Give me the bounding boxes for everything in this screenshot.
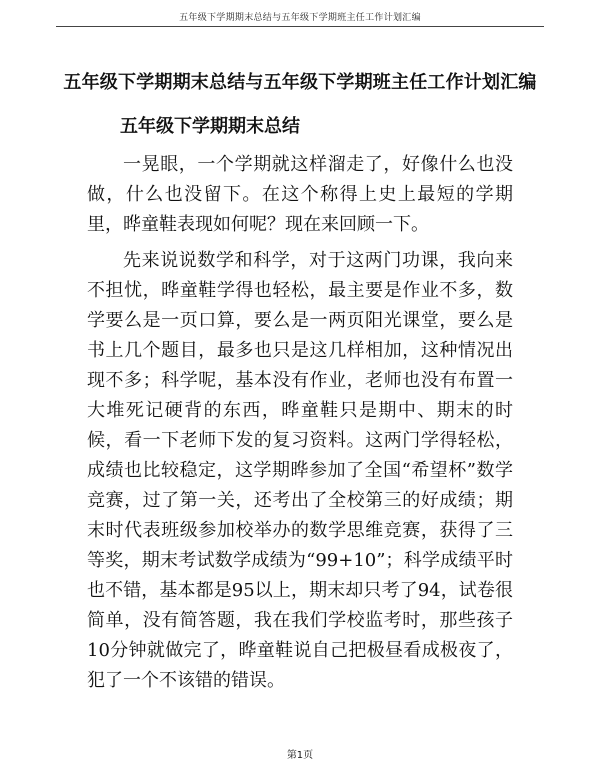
paragraph: 先来说说数学和科学，对于这两门功课，我向来不担忧，晔童鞋学得也轻松，最主要是作业不多，数学要么是一页口算，要么是一两页阳光课堂，要么是书上几个题目，最多也只是这几样相加，这种情况出现不多；科学呢，基本没有作业，老师也没有布置一大堆死记硬背的东西，晔童鞋只是期中、期末的时候，看一下老师下发的复习资料。这两门学得轻松，成绩也比较稳定，这学期晔参加了全国“希望杯”数学竞赛，过了第一关，还考出了全校第三的好成绩；期末时代表班级参加校举办的数学思维竞赛，获得了三等奖，期末考试数学成绩为“99+10”；科学成绩平时也不错，基本都是95以上，期末却只考了94，试卷很简单，没有简答题，我在我们学校监考时，那些孩子10分钟就做完了，晔童鞋说自己把极昼看成极夜了，犯了一个不该错的错误。 xyxy=(87,250,513,691)
running-header: 五年级下学期期末总结与五年级下学期班主任工作计划汇编 xyxy=(179,13,421,23)
page-number: 第1页 xyxy=(286,750,314,761)
header-divider xyxy=(56,26,544,27)
document-title: 五年级下学期期末总结与五年级下学期班主任工作计划汇编 xyxy=(63,72,537,93)
paragraph: 一晃眼，一个学期就这样溜走了，好像什么也没做，什么也没留下。在这个称得上史上最短的学期里，晔童鞋表现如何呢？现在来回顾一下。 xyxy=(87,154,513,235)
section-title: 五年级下学期期末总结 xyxy=(120,116,300,137)
